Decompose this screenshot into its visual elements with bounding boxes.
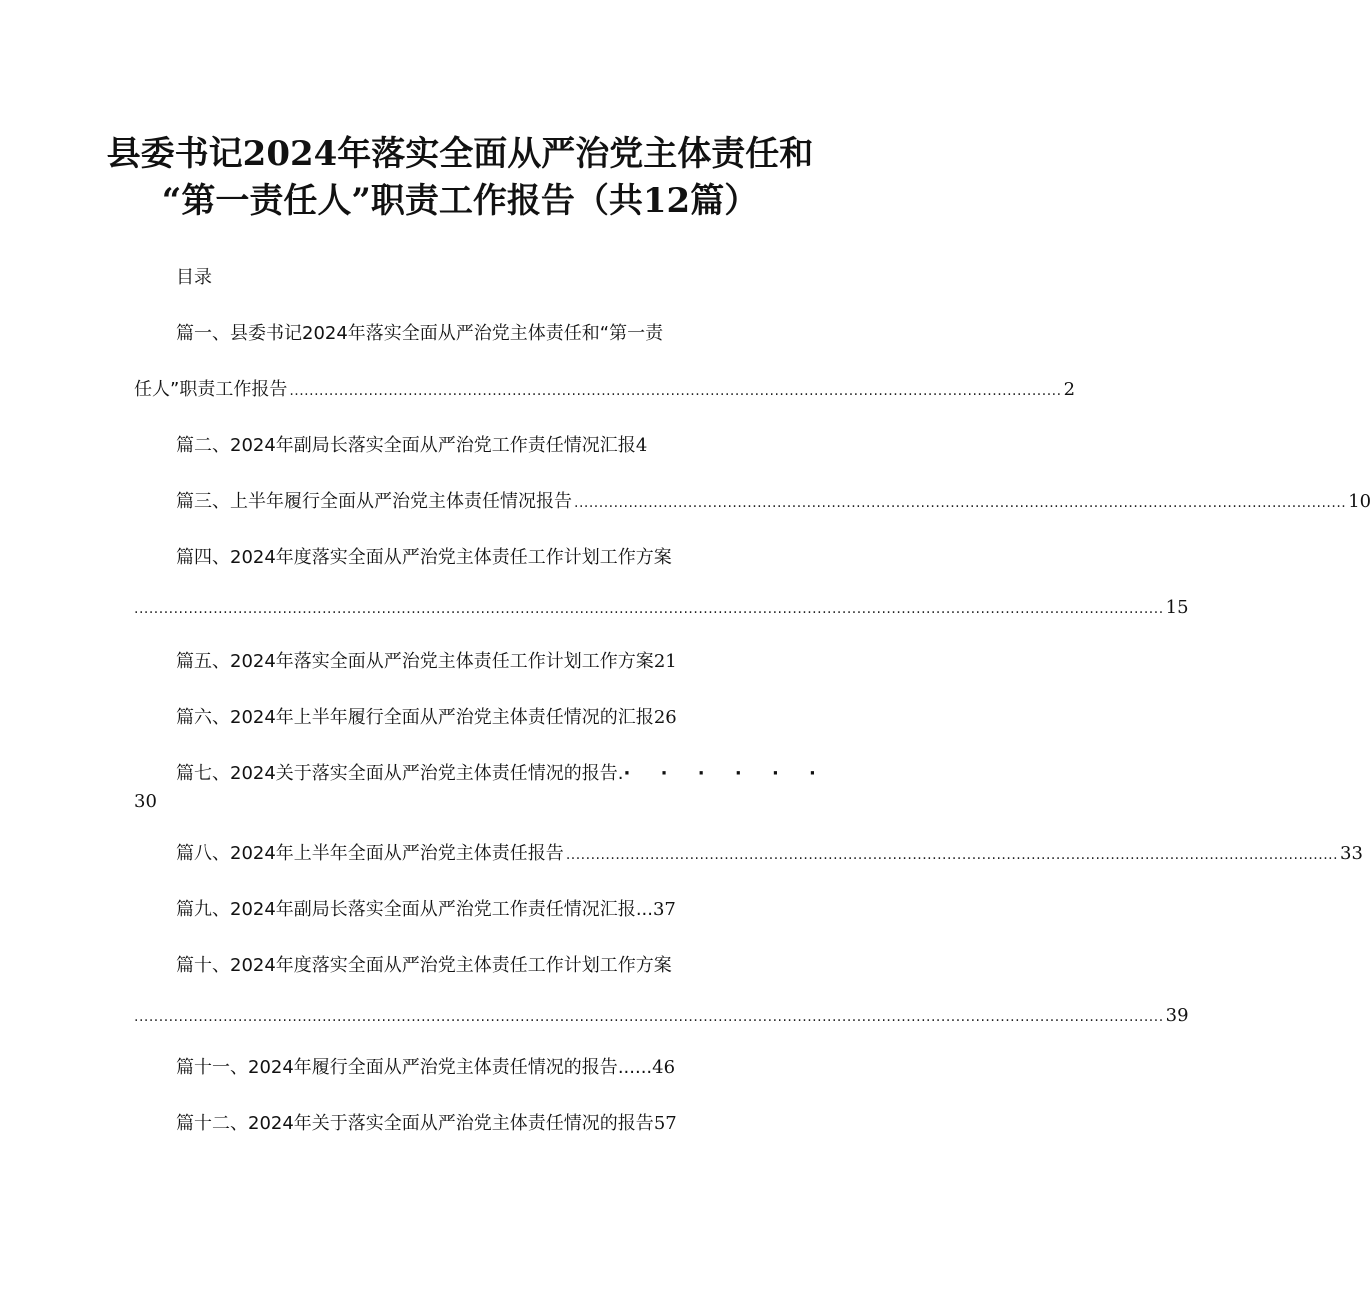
toc-page-number: 33 [1340, 843, 1363, 864]
toc-entry-7-line-2[interactable] [134, 790, 157, 814]
toc-page-number: 4 [635, 435, 648, 456]
toc-entry-1-line-2[interactable] [134, 378, 1076, 403]
toc-page-number: 57 [653, 1113, 677, 1134]
toc-leader-dots: ................................................................................................................................................................................................................ [134, 601, 1164, 617]
toc-entry-text: 篇八、2024年上半年全面从严治党主体责任报告 [176, 843, 564, 864]
toc-entry-11[interactable] [176, 1056, 675, 1080]
toc-page-number: 15 [1165, 597, 1189, 618]
toc-entry-10-line-2[interactable] [134, 1004, 1189, 1029]
toc-entry-text: 任人”职责工作报告 [134, 379, 288, 400]
toc-entry-7-line-1[interactable] [176, 762, 828, 786]
toc-entry-text: 篇十、2024年度落实全面从严治党主体责任工作计划工作方案 [176, 955, 672, 976]
toc-entry-5[interactable] [176, 650, 677, 674]
toc-entry-text: 篇一、县委书记2024年落实全面从严治党主体责任和“第一责 [176, 323, 664, 344]
toc-leader-dots: ...... [617, 1057, 653, 1078]
toc-entry-text: 篇三、上半年履行全面从严治党主体责任情况报告 [176, 491, 572, 512]
toc-entry-text: 篇七、2024关于落实全面从严治党主体责任情况的报告. [176, 763, 624, 784]
toc-entry-text: 篇六、2024年上半年履行全面从严治党主体责任情况的汇报 [176, 707, 654, 728]
toc-entry-4-line-2[interactable] [134, 596, 1189, 621]
toc-entry-text: 篇九、2024年副局长落实全面从严治党工作责任情况汇报 [176, 899, 636, 920]
toc-page-number: 21 [653, 651, 677, 672]
toc-entry-3[interactable] [176, 490, 1371, 515]
toc-page-number: 30 [134, 791, 157, 812]
toc-leader-dots: ................................................................................................................................................................................................................ [134, 1009, 1164, 1025]
toc-entry-text: 篇二、2024年副局长落实全面从严治党工作责任情况汇报 [176, 435, 636, 456]
toc-heading: 目录 [176, 267, 212, 288]
toc-entry-6[interactable] [176, 706, 677, 730]
toc-page-number: 37 [652, 899, 676, 920]
toc-page-number: 2 [1063, 379, 1076, 400]
document-title-line-1: 县委书记2024年落实全面从严治党主体责任和 [106, 134, 814, 174]
toc-entry-2[interactable] [176, 434, 647, 458]
toc-entry-text: 篇十二、2024年关于落实全面从严治党主体责任情况的报告 [176, 1113, 654, 1134]
toc-entry-1-line-1[interactable] [176, 322, 663, 346]
toc-entry-text: 篇四、2024年度落实全面从严治党主体责任工作计划工作方案 [176, 547, 672, 568]
toc-leader-dots: ............................................................................................................................................................ [574, 495, 1347, 511]
toc-leader-dots: ... [635, 899, 653, 920]
toc-leader-dots: · · · · · · [623, 763, 828, 784]
toc-entry-text: 篇十一、2024年履行全面从严治党主体责任情况的报告 [176, 1057, 618, 1078]
toc-page-number: 39 [1165, 1005, 1189, 1026]
toc-leader-dots: ............................................................................................................................................................ [565, 847, 1339, 863]
toc-entry-4-line-1[interactable] [176, 546, 672, 570]
toc-entry-12[interactable] [176, 1112, 677, 1136]
toc-entry-10-line-1[interactable] [176, 954, 672, 978]
toc-page-number: 26 [653, 707, 677, 728]
document-title-line-2: “第一责任人”职责工作报告（共12篇） [161, 181, 759, 221]
toc-page-number: 46 [652, 1057, 676, 1078]
toc-entry-text: 篇五、2024年落实全面从严治党主体责任工作计划工作方案 [176, 651, 654, 672]
toc-entry-8[interactable] [176, 842, 1363, 867]
toc-entry-9[interactable] [176, 898, 676, 922]
toc-page-number: 10 [1348, 491, 1371, 512]
toc-leader-dots: ............................................................................................................................................................ [289, 383, 1062, 399]
